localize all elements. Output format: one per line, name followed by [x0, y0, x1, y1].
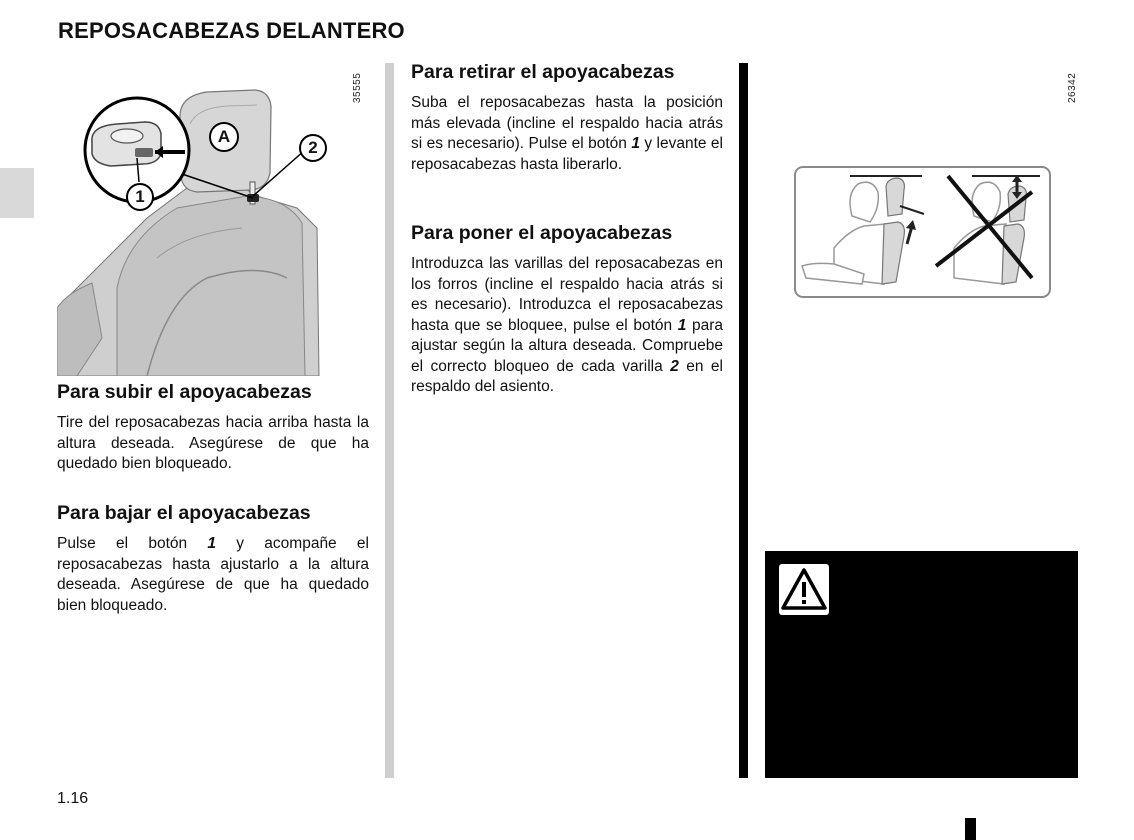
- column-divider-black: [739, 63, 748, 778]
- ref-button-1: 1: [677, 316, 687, 334]
- headrest-position-drawing: [794, 166, 1051, 298]
- body-install: [411, 254, 723, 398]
- body-install-text-1: Introduzca las varillas del reposacabezas en los forros (incline el respaldo hacia atrás si es necesario). Introduzca el reposacabezas hasta que se bloquee, pulse el botón: [411, 255, 723, 334]
- heading-remove: Para retirar el apoyacabezas: [411, 61, 675, 83]
- page-title: REPOSACABEZAS DELANTERO: [58, 18, 405, 43]
- headrest-position-figure: [794, 166, 1051, 298]
- heading-raise: Para subir el apoyacabezas: [57, 381, 312, 403]
- callout-2: 2: [299, 134, 327, 162]
- body-install-text-2: para ajustar según la altura deseada. Compruebe el correcto bloqueo de cada varilla: [411, 316, 723, 375]
- warning-triangle-icon: [779, 564, 829, 615]
- figure-ref-positions: 26342: [1067, 72, 1078, 103]
- section-install: [411, 221, 723, 398]
- page-corner-mark: [965, 818, 976, 840]
- column-divider: [385, 63, 394, 778]
- callout-1: 1: [126, 183, 154, 211]
- chapter-tab: [0, 168, 34, 218]
- body-lower: [57, 534, 369, 616]
- warning-icon: [779, 564, 829, 615]
- body-raise: Tire del reposacabezas hacia arriba hasta la altura deseada. Asegúrese de que ha quedado bien bloqueado.: [57, 414, 369, 472]
- seat-drawing: [57, 78, 347, 376]
- body-lower-text-2: y acompañe el reposacabezas hasta ajustarlo a la altura deseada. Asegúrese de que ha quedado bien bloqueado.: [57, 535, 369, 614]
- seat-illustration: [57, 78, 347, 376]
- ref-button-1: 1: [207, 535, 217, 552]
- body-remove-text-1: Suba el reposacabezas hasta la posición más elevada (incline el respaldo hacia atrás si es necesario). Pulse el botón: [411, 94, 723, 152]
- figure-ref-seat: 35555: [352, 72, 363, 103]
- section-lower: [57, 501, 369, 616]
- body-install-text-3: en el respaldo del asiento.: [411, 357, 723, 395]
- page-number: 1.16: [57, 790, 89, 807]
- ref-rod-2: 2: [670, 357, 679, 375]
- body-remove: [411, 93, 723, 175]
- body-remove-text-2: y levante el reposacabezas hasta liberarlo.: [411, 135, 724, 173]
- body-lower-text-1: Pulse el botón: [57, 535, 208, 552]
- section-remove: [411, 60, 723, 175]
- callout-a: A: [209, 122, 239, 152]
- ref-button-1: 1: [631, 135, 640, 152]
- heading-install: Para poner el apoyacabezas: [411, 222, 673, 244]
- warning-box: [765, 551, 1078, 778]
- section-raise: [57, 380, 369, 475]
- heading-lower: Para bajar el apoyacabezas: [57, 502, 311, 524]
